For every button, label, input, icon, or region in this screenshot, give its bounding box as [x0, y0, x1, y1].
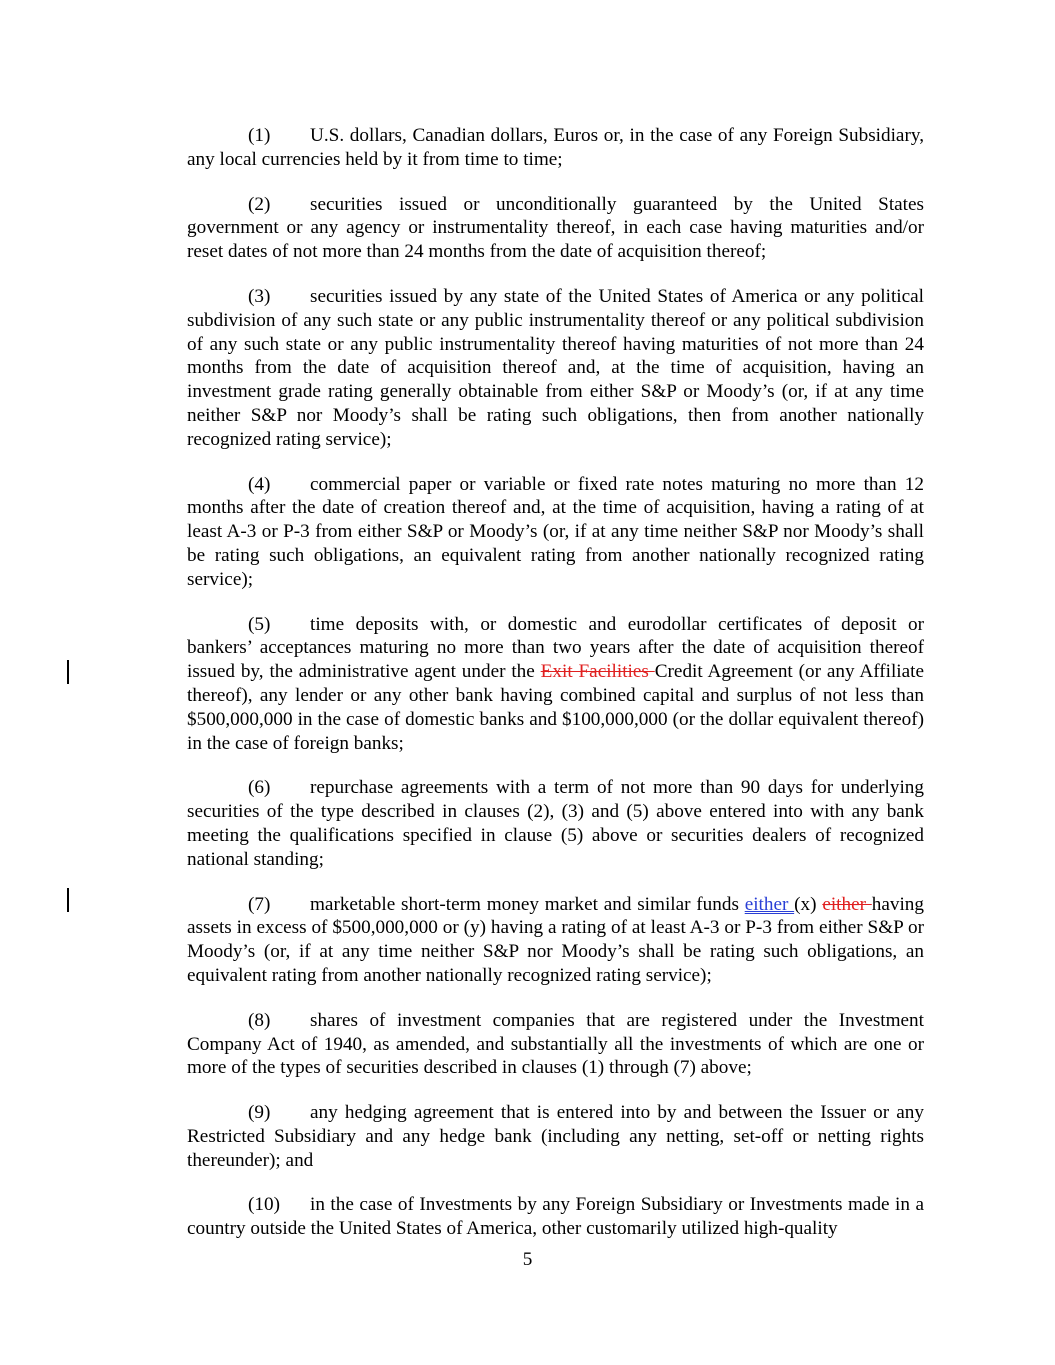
clause-2	[187, 193, 924, 264]
clause-8	[187, 1009, 924, 1080]
clause-text: time deposits with, or domestic and eurodollar certificates of deposit or bankers’ acceptances maturing no more than two years after the date of acquisition thereof issued by, the administrative agent under the	[187, 613, 924, 683]
clause-text: U.S. dollars, Canadian dollars, Euros or, in the case of any Foreign Subsidiary, any local currencies held by it from time to time;	[187, 125, 924, 170]
clause-number: (7)	[248, 893, 271, 915]
clause-text: marketable short-term money market and similar funds	[310, 893, 745, 915]
clause-text: any hedging agreement that is entered into by and between the Issuer or any Restricted Subsidiary and any hedge bank (including any netting, set-off or netting rights thereunder); and	[187, 1102, 924, 1171]
clause-number: (4)	[248, 473, 271, 495]
change-bar-clause-5	[67, 660, 69, 684]
clause-3	[187, 285, 924, 452]
clause-text: in the case of Investments by any Foreign Subsidiary or Investments made in a country outside the United States of America, other customarily utilized high-quality	[187, 1194, 924, 1240]
clause-number: (8)	[248, 1009, 271, 1031]
document-body	[187, 124, 924, 1262]
clause-6	[187, 776, 924, 871]
clause-7	[187, 893, 924, 988]
clause-number: (1)	[248, 125, 271, 146]
clause-text: Credit Agreement (or any Affiliate thereof), any lender or any other bank having combined capital and surplus of not less than $500,000,000 in the case of domestic banks and $100,000,000 (or the dollar equivalent thereof) in the case of foreign banks;	[187, 661, 925, 754]
clause-text: securities issued by any state of the United States of America or any political subdivision of any such state or any public instrumentality thereof or any political subdivision of any such state or any public instrumentality thereof having maturities of not more than 24 months from the date of acquisition thereof and, at the time of acquisition, having an investment grade rating generally obtainable from either S&P or Moody’s (or, if at any time neither S&P nor Moody’s shall be rating such obligations, then from another nationally recognized rating service);	[187, 285, 924, 450]
change-bar-clause-7	[67, 888, 69, 912]
clause-10	[187, 1193, 924, 1241]
clause-number: (10)	[248, 1194, 280, 1216]
clause-text: (x)	[794, 893, 823, 915]
clause-number: (2)	[248, 193, 271, 215]
clause-text: shares of investment companies that are registered under the Investment Company Act of 1940, as amended, and substantially all the investments of which are one or more of the types of securities described in clauses (1) through (7) above;	[187, 1009, 924, 1079]
clause-1	[187, 124, 924, 172]
clause-text: repurchase agreements with a term of not more than 90 days for underlying securities of the type described in clauses (2), (3) and (5) above entered into with any bank meeting the qualifications specified in clause (5) above or securities dealers of recognized national standing;	[187, 777, 924, 870]
clause-text: having assets in excess of $500,000,000 or (y) having a rating of at least A-3 or P-3 from either S&P or Moody’s (or, if at any time neither S&P nor Moody’s shall be rating such obligations, an equivalent rating from another nationally recognized rating service);	[187, 893, 924, 986]
clause-text: securities issued or unconditionally guaranteed by the United States government or any agency or instrumentality thereof, in each case having maturities and/or reset dates of not more than 24 months from the date of acquisition thereof;	[187, 193, 924, 263]
clause-4	[187, 473, 924, 592]
clause-number: (9)	[248, 1102, 271, 1124]
clause-number: (3)	[248, 285, 271, 307]
clause-number: (5)	[248, 613, 271, 635]
clause-number: (6)	[248, 777, 271, 799]
page-number: 5	[522, 1249, 533, 1270]
clause-text: commercial paper or variable or fixed rate notes maturing no more than 12 months after the date of creation thereof and, at the time of acquisition, having a rating of at least A-3 or P-3 from either S&P or Moody’s (or, if at any time neither S&P nor Moody’s shall be rating such obligations, an equivalent rating from another nationally recognized rating service);	[187, 473, 924, 590]
inserted-text: either	[744, 893, 795, 915]
clause-5	[187, 613, 924, 756]
deleted-text: Exit Facilities	[540, 661, 655, 683]
clause-9	[187, 1101, 924, 1172]
deleted-text: either	[822, 893, 872, 915]
